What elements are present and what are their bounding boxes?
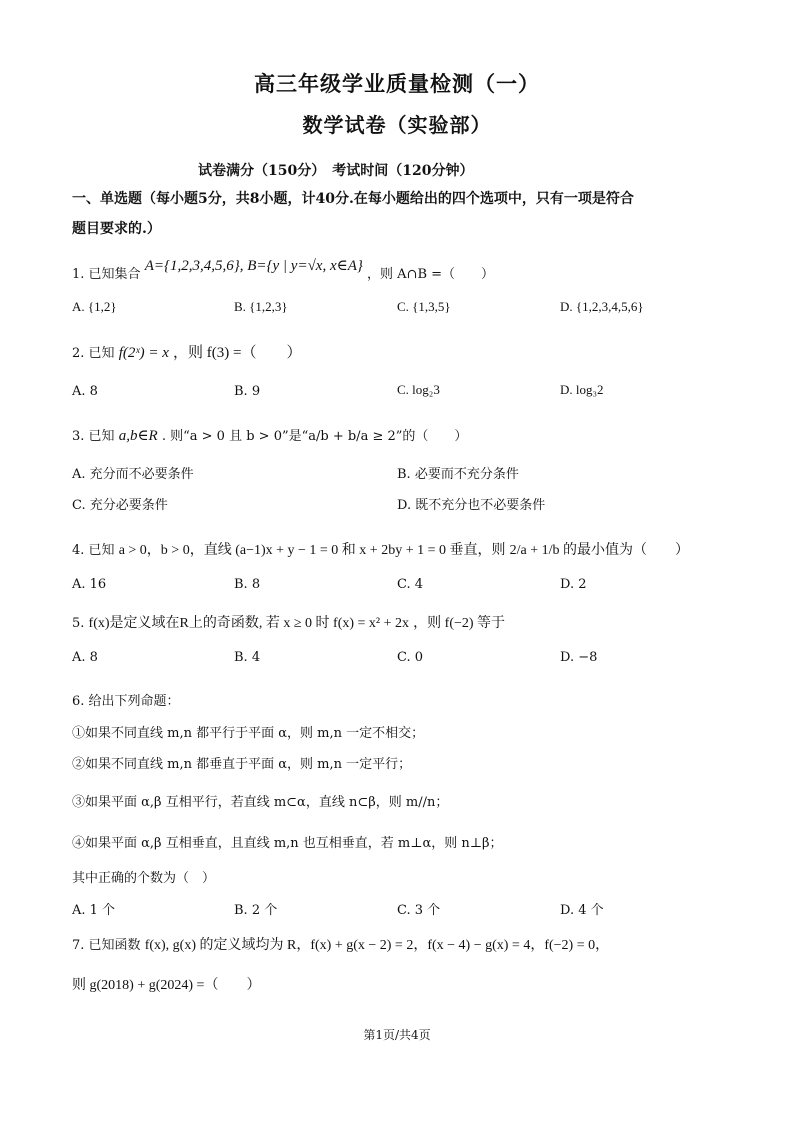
q5-option-b: B. 4 (234, 650, 261, 665)
q1-option-d: D. {1,2,3,4,5,6} (560, 299, 644, 314)
question-5-number: 5. (72, 616, 85, 631)
question-2 (72, 341, 301, 362)
q4-option-b: B. 8 (234, 577, 261, 592)
q6-proposition-1: ①如果不同直线 m,n 都平行于平面 α，则 m,n 一定不相交； (72, 726, 425, 741)
question-4-expression: a > 0，b > 0，直线 (a−1)x + y − 1 = 0 和 x + 2by + 1 = 0 垂直，则 (118, 543, 506, 558)
question-7-expression: f(x), g(x) 的定义域均为 R，f(x) + g(x − 2) = 2，f(x − 4) − g(x) = 4，f(−2) = 0， (144, 938, 610, 953)
q6-option-d: D. 4 个 (560, 903, 604, 918)
question-4-number: 4. 已知 (72, 543, 115, 558)
question-3-number: 3. 已知 (72, 429, 115, 444)
question-3-expression: a,b∈R (118, 428, 158, 444)
q6-proposition-3: ③如果平面 α,β 互相平行，若直线 m⊂α，直线 n⊂β，则 m//n； (72, 795, 449, 810)
question-4-tail: 2/a + 1/b 的最小值为（ ） (509, 543, 690, 558)
question-7 (72, 934, 609, 954)
q4-option-d: D. 2 (560, 577, 587, 592)
question-1-expression: A={1,2,3,4,5,6}, B={y | y=√x, x∈A} (144, 258, 363, 274)
q6-ask: 其中正确的个数为（ ） (72, 871, 216, 886)
exam-subtitle: 数学试卷（实验部） (302, 113, 492, 137)
question-1 (72, 258, 495, 283)
section-heading-line1: 一、单选题（每小题5分，共8小题，计40分.在每小题给出的四个选项中，只有一项是符合 (72, 191, 634, 207)
q3-option-c: C. 充分必要条件 (72, 498, 168, 513)
q1-option-c: C. {1,3,5} (397, 299, 451, 314)
question-1-tail: ，则 A∩B =（ ） (367, 267, 495, 282)
question-2-tail: ，则 f(3) =（ ） (173, 345, 302, 361)
question-6-stem: 给出下列命题： (88, 694, 180, 709)
question-6 (72, 690, 180, 709)
question-7-tail: 则 g(2018) + g(2024) =（ ） (72, 978, 261, 993)
q5-option-c: C. 0 (397, 650, 424, 665)
q2-option-d: D. log₃2 (560, 382, 604, 397)
q6-option-a: A. 1 个 (72, 903, 116, 918)
question-3-tail: . 则“a > 0 且 b > 0”是“a/b + b/a ≥ 2”的（ ） (161, 429, 468, 444)
q5-option-d: D. −8 (560, 650, 598, 665)
q1-option-b: B. {1,2,3} (234, 299, 288, 314)
question-5-tail: ，则 f(−2) 等于 (413, 616, 506, 631)
question-5-expression: f(x)是定义域在R上的奇函数, 若 x ≥ 0 时 f(x) = x² + 2x (88, 616, 410, 631)
section-heading-line2: 题目要求的.） (72, 221, 161, 237)
question-3 (72, 425, 467, 445)
question-6-number: 6. (72, 694, 85, 709)
q4-option-c: C. 4 (397, 577, 424, 592)
q3-option-b: B. 必要而不充分条件 (397, 467, 519, 482)
q6-option-b: B. 2 个 (234, 903, 278, 918)
q2-option-b: B. 9 (234, 384, 261, 399)
exam-title: 高三年级学业质量检测（一） (254, 71, 540, 96)
q4-option-a: A. 16 (72, 577, 107, 592)
exam-info: 试卷满分（150分） 考试时间（120分钟） (198, 163, 474, 179)
q6-option-c: C. 3 个 (397, 903, 441, 918)
q6-proposition-4: ④如果平面 α,β 互相垂直，且直线 m,n 也互相垂直，若 m⊥α，则 n⊥β； (72, 836, 503, 851)
page-footer: 第1页/共4页 (363, 1028, 431, 1042)
question-4 (72, 539, 689, 559)
q2-option-a: A. 8 (72, 384, 98, 399)
question-2-number: 2. 已知 (72, 346, 115, 361)
q1-option-a: A. {1,2} (72, 299, 117, 314)
question-5 (72, 612, 505, 632)
q6-proposition-2: ②如果不同直线 m,n 都垂直于平面 α，则 m,n 一定平行； (72, 757, 412, 772)
q3-option-a: A. 充分而不必要条件 (72, 467, 194, 482)
question-1-number: 1. 已知集合 (72, 267, 141, 282)
q3-option-d: D. 既不充分也不必要条件 (397, 498, 546, 513)
question-2-expression: f(2ˣ) = x (118, 345, 169, 361)
q5-option-a: A. 8 (72, 650, 98, 665)
q2-option-c: C. log₂3 (397, 382, 440, 397)
question-7-number: 7. 已知函数 (72, 938, 141, 953)
